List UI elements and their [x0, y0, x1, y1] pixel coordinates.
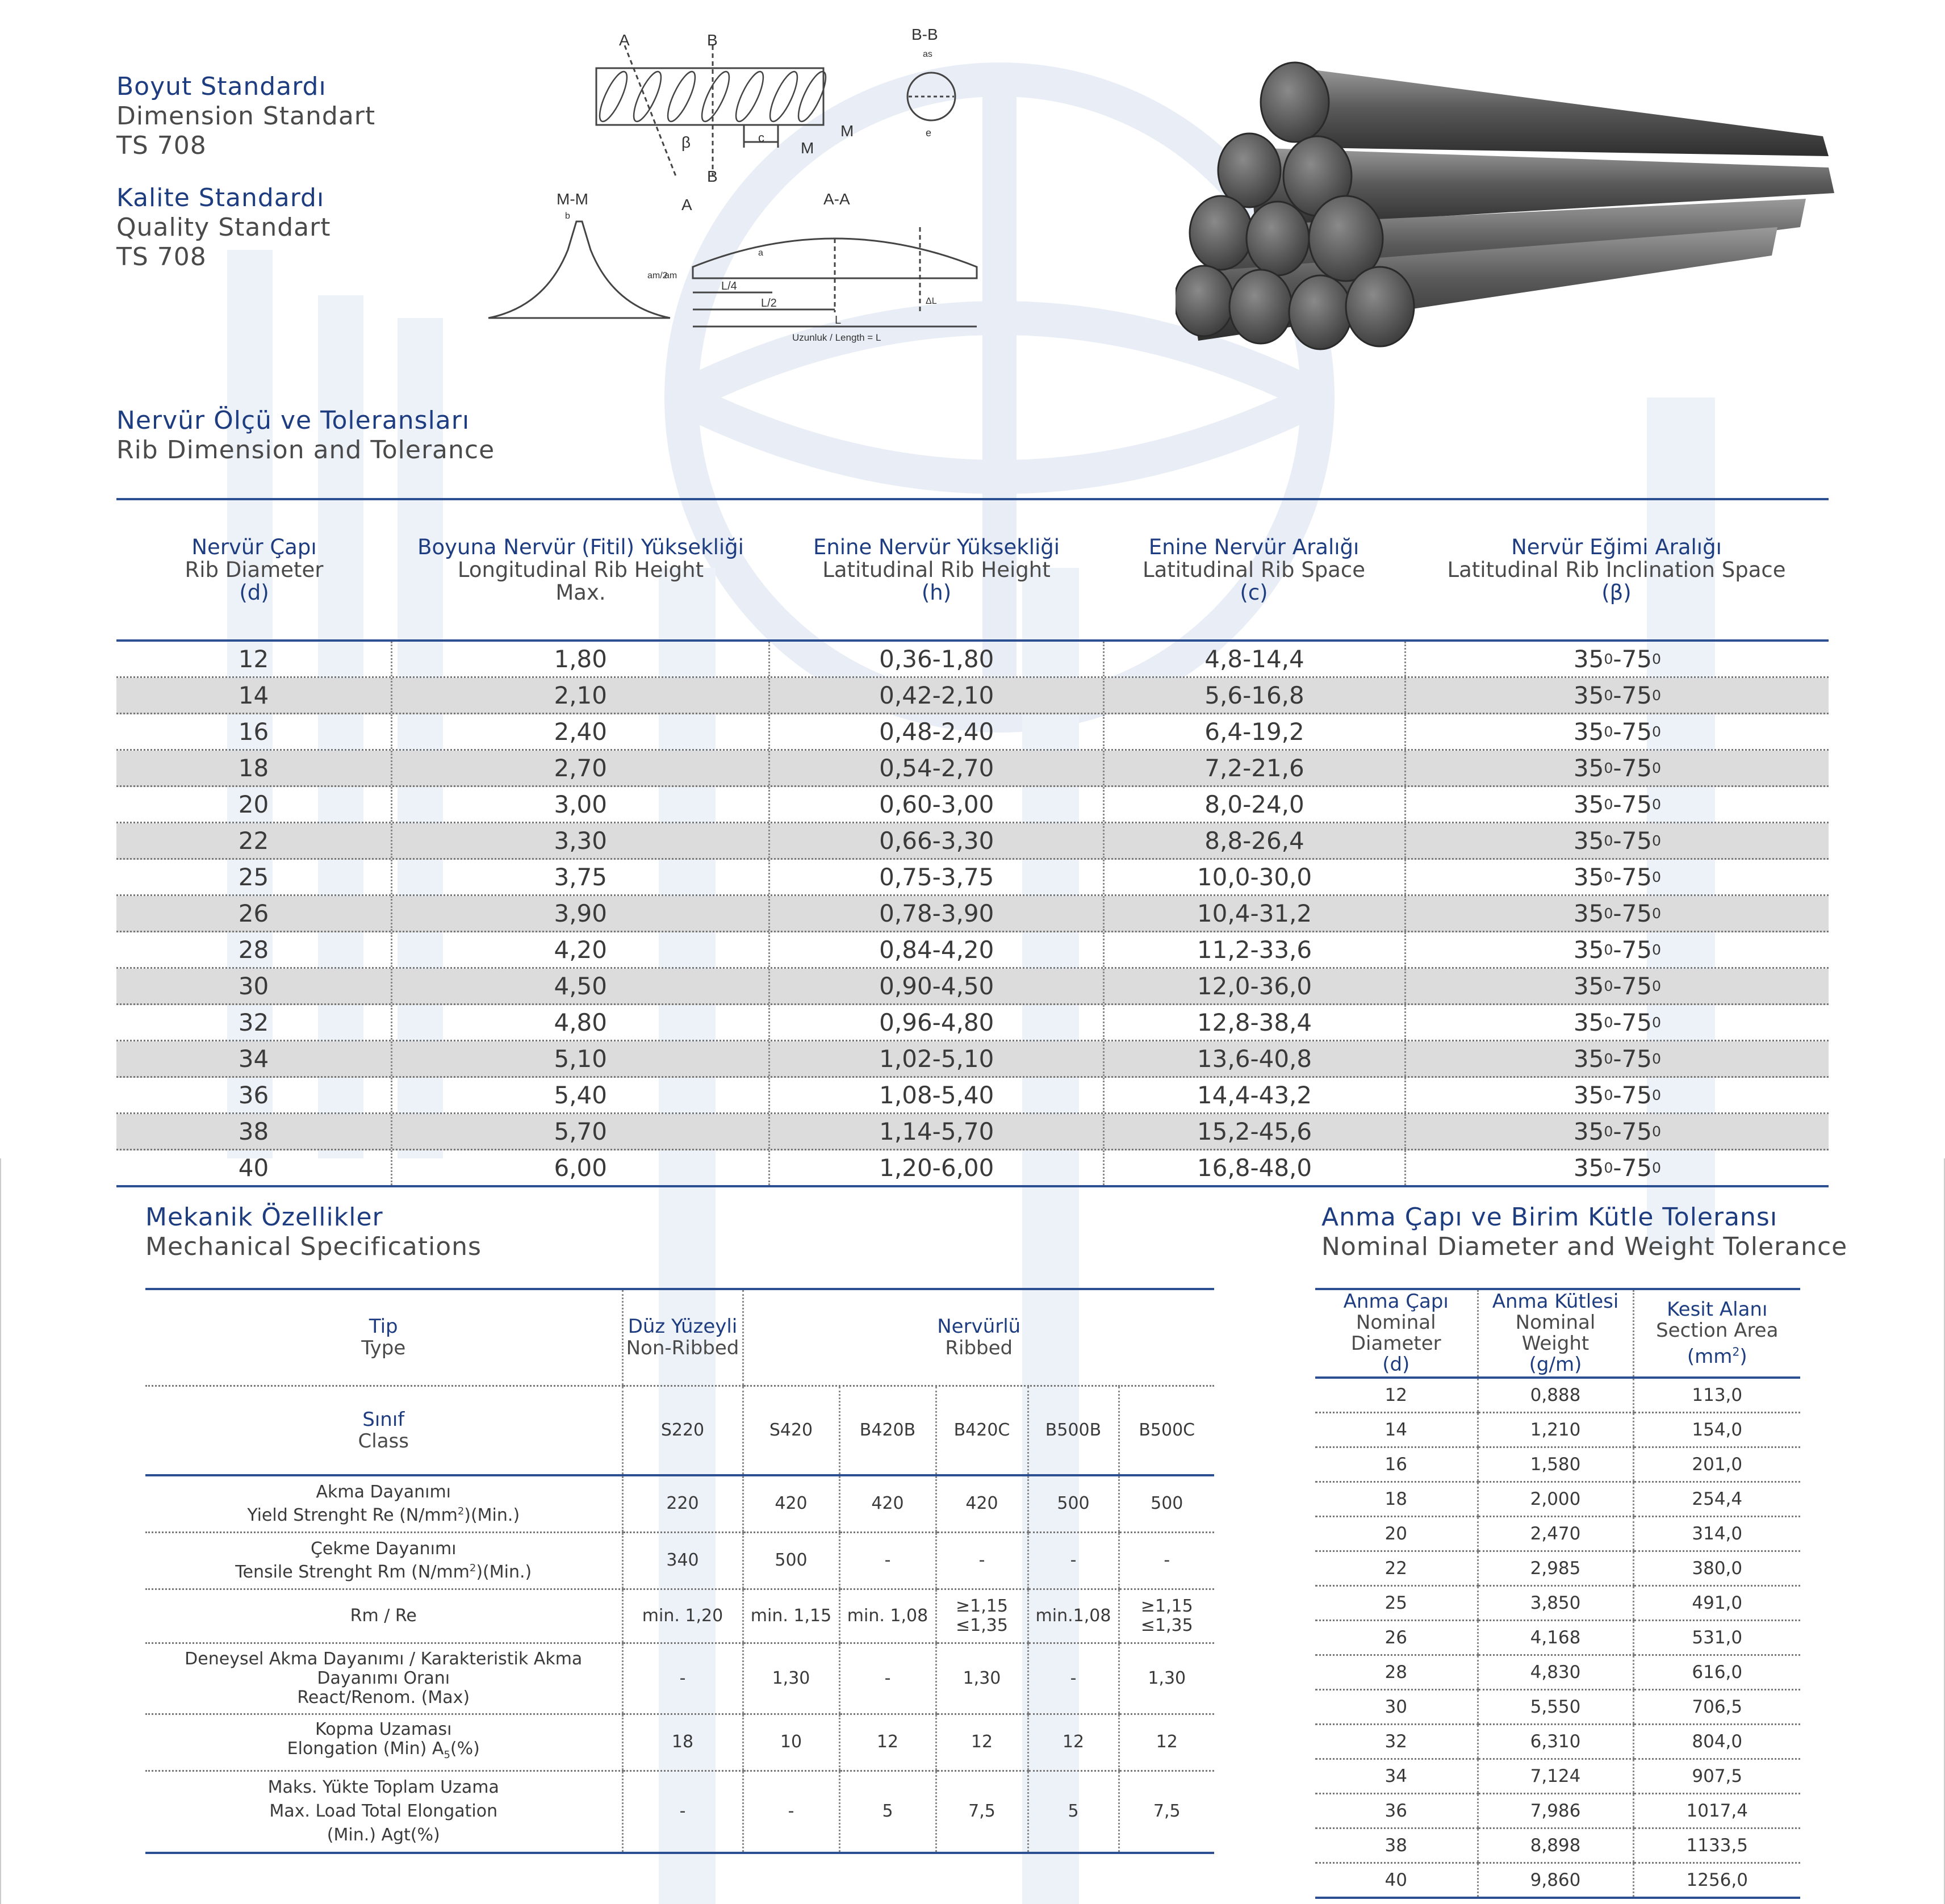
table-cell: 3,75	[391, 860, 768, 894]
table-cell: 9,860	[1478, 1863, 1633, 1898]
table-cell: 36	[238, 1081, 269, 1109]
mech-cell: 420	[839, 1475, 936, 1532]
table-cell: 35 0 - 75 0	[1404, 678, 1829, 713]
mech-cell: 12	[839, 1714, 936, 1771]
table-row	[1315, 1690, 1800, 1725]
table-row	[116, 823, 1829, 860]
table-cell: 40	[1384, 1870, 1407, 1890]
rib-technical-drawing	[477, 11, 999, 352]
table-cell: 531,0	[1633, 1621, 1800, 1655]
mech-ratio-label: Deneysel Akma Dayanımı / Karakteristik Akma Dayanımı Oranı React/Renom. (Max)	[145, 1643, 622, 1714]
table-row	[1315, 1482, 1800, 1517]
table-cell: 35 0 - 75 0	[1404, 787, 1829, 822]
mech-section-title	[145, 1203, 482, 1262]
mech-nonribbed-label: Düz Yüzeyli Non-Ribbed	[622, 1289, 743, 1386]
table-cell: 35 0 - 75 0	[1404, 1150, 1829, 1185]
nom-col-area: Kesit Alanı Section Area $(mm^2)$	[1633, 1289, 1800, 1378]
table-row	[116, 787, 1829, 823]
mech-class-b500c: B500C	[1119, 1386, 1214, 1475]
table-cell: 5,10	[391, 1041, 768, 1076]
mech-cell: -	[1119, 1532, 1214, 1589]
table-cell: 4,20	[391, 932, 768, 967]
mech-cell: 1,30	[936, 1643, 1028, 1714]
table-row	[116, 751, 1829, 787]
mech-cell: 5	[839, 1771, 936, 1853]
table-cell: 5,6-16,8	[1103, 678, 1404, 713]
table-cell: 35 0 - 75 0	[1404, 714, 1829, 749]
table-cell: 4,168	[1478, 1621, 1633, 1655]
label-aa: A-A	[823, 190, 850, 208]
mech-tensile-label: Çekme Dayanımı Tensile Strenght Rm $(N/mm^2)(Min.)$	[145, 1532, 622, 1589]
rib-col-diameter: Nervür Çapı Rib Diameter (d)	[185, 534, 324, 605]
label-b-top: B	[707, 31, 718, 49]
table-cell: 154,0	[1633, 1413, 1800, 1447]
table-cell: 35 0 - 75 0	[1404, 1114, 1829, 1149]
table-row	[1315, 1621, 1800, 1655]
table-row	[1315, 1551, 1800, 1586]
table-cell: 8,8-26,4	[1103, 823, 1404, 858]
mech-maxload-label: Maks. Yükte Toplam Uzama Max. Load Total Elongation (Min.) Agt(%)	[267, 1777, 499, 1846]
label-bb: B-B	[911, 26, 938, 43]
dimension-standard-code: TS 708	[116, 131, 207, 160]
table-cell: 35 0 - 75 0	[1404, 896, 1829, 931]
table-cell: 10,0-30,0	[1103, 860, 1404, 894]
label-am: am	[664, 271, 677, 281]
table-cell: 15,2-45,6	[1103, 1114, 1404, 1149]
table-cell: 0,78-3,90	[768, 896, 1103, 931]
table-cell: 1017,4	[1633, 1794, 1800, 1828]
mech-ribbed-label: Nervürlü Ribbed	[743, 1289, 1214, 1386]
table-cell: 1,08-5,40	[768, 1078, 1103, 1112]
table-cell: 0,96-4,80	[768, 1005, 1103, 1040]
table-cell: 4,830	[1478, 1655, 1633, 1690]
table-cell: 25	[1315, 1586, 1478, 1621]
table-cell: 0,888	[1478, 1378, 1633, 1413]
table-row	[116, 932, 1829, 969]
table-cell: 35 0 - 75 0	[1404, 969, 1829, 1003]
table-cell: 1,80	[391, 642, 768, 676]
table-row	[1315, 1655, 1800, 1690]
nominal-weight-table	[1315, 1288, 1800, 1899]
mech-cell: 420	[743, 1475, 839, 1532]
label-as: as	[923, 49, 932, 59]
rib-title-en: Rib Dimension and Tolerance	[116, 436, 495, 465]
mech-elongation-label: Kopma Uzaması Elongation (Min) $A_5(\%)$	[145, 1714, 622, 1771]
mech-cell: 12	[936, 1714, 1028, 1771]
table-cell: 14,4-43,2	[1103, 1078, 1404, 1112]
mech-cell: 10	[743, 1714, 839, 1771]
table-cell: 12	[1315, 1378, 1478, 1413]
mech-cell: 1,30	[1119, 1643, 1214, 1714]
nom-header-row	[1315, 1289, 1800, 1378]
table-cell: 804,0	[1633, 1725, 1800, 1759]
mech-cell: 340	[622, 1532, 743, 1589]
table-cell: 35 0 - 75 0	[1404, 1005, 1829, 1040]
quality-standard-title: Kalite Standardı	[116, 183, 325, 212]
mech-class-b420b: B420B	[839, 1386, 936, 1475]
mech-cell: -	[622, 1771, 743, 1853]
table-cell: 0,75-3,75	[768, 860, 1103, 894]
mech-cell: 1,30	[743, 1643, 839, 1714]
table-cell: 16,8-48,0	[1103, 1150, 1404, 1185]
table-cell: 0,84-4,20	[768, 932, 1103, 967]
mech-tensile-row	[145, 1532, 1214, 1589]
mech-cell: ≥1,15 ≤1,35	[936, 1589, 1028, 1643]
mech-cell: -	[839, 1532, 936, 1589]
table-cell: 0,54-2,70	[768, 751, 1103, 785]
table-cell: 5,550	[1478, 1690, 1633, 1725]
mech-cell: -	[1028, 1532, 1119, 1589]
table-cell: 8,898	[1478, 1828, 1633, 1863]
table-cell: 34	[238, 1045, 269, 1073]
table-cell: 314,0	[1633, 1517, 1800, 1551]
table-cell: 5,70	[391, 1114, 768, 1149]
mech-cell: -	[1028, 1643, 1119, 1714]
table-row	[116, 1114, 1829, 1150]
mech-cell: 420	[936, 1475, 1028, 1532]
table-cell: 2,70	[391, 751, 768, 785]
label-m-bottom: M	[801, 139, 814, 157]
table-row	[116, 1041, 1829, 1078]
nom-col-diameter: Anma Çapı Nominal Diameter (d)	[1315, 1289, 1478, 1378]
table-cell: 20	[238, 790, 269, 818]
label-delta-l: ΔL	[926, 296, 937, 306]
table-cell: 38	[1315, 1828, 1478, 1863]
table-cell: 12,8-38,4	[1103, 1005, 1404, 1040]
table-cell: 0,60-3,00	[768, 787, 1103, 822]
table-row	[116, 896, 1829, 932]
table-cell: 2,470	[1478, 1517, 1633, 1551]
table-cell: 16	[238, 718, 269, 746]
table-cell: 4,50	[391, 969, 768, 1003]
table-cell: 18	[238, 754, 269, 782]
mech-type-row	[145, 1289, 1214, 1386]
table-cell: 7,2-21,6	[1103, 751, 1404, 785]
table-cell: 18	[1315, 1482, 1478, 1517]
table-cell: 32	[1315, 1725, 1478, 1759]
table-row	[1315, 1863, 1800, 1898]
mech-cell: min. 1,20	[622, 1589, 743, 1643]
mech-cell: 18	[622, 1714, 743, 1771]
mech-cell: 12	[1028, 1714, 1119, 1771]
rib-col-latitudinal-space: Enine Nervür Aralığı Latitudinal Rib Space (c)	[1143, 534, 1365, 605]
table-cell: 3,90	[391, 896, 768, 931]
table-cell: 26	[238, 899, 269, 927]
mech-cell: 220	[622, 1475, 743, 1532]
table-cell: 36	[1315, 1794, 1478, 1828]
rib-section-title	[116, 406, 495, 465]
mech-type-label: Tip Type	[145, 1289, 622, 1386]
table-cell: 201,0	[1633, 1447, 1800, 1482]
table-cell: 1,580	[1478, 1447, 1633, 1482]
table-cell: 254,4	[1633, 1482, 1800, 1517]
table-row	[1315, 1828, 1800, 1863]
table-cell: 1,20-6,00	[768, 1150, 1103, 1185]
mech-class-row	[145, 1386, 1214, 1475]
table-row	[116, 1078, 1829, 1114]
mech-title-tr: Mekanik Özellikler	[145, 1203, 383, 1232]
table-row	[1315, 1447, 1800, 1482]
rib-dimension-table	[116, 498, 1829, 1187]
mech-cell: 500	[1119, 1475, 1214, 1532]
table-cell: 35 0 - 75 0	[1404, 1041, 1829, 1076]
table-row	[116, 678, 1829, 714]
table-row	[1315, 1517, 1800, 1551]
mech-yield-label: Akma Dayanımı Yield Strenght Re $(N/mm^2)(Min.)$	[145, 1475, 622, 1532]
table-row	[1315, 1378, 1800, 1413]
table-row	[116, 1005, 1829, 1041]
table-cell: 3,850	[1478, 1586, 1633, 1621]
mech-class-s220: S220	[622, 1386, 743, 1475]
table-cell: 1,02-5,10	[768, 1041, 1103, 1076]
table-cell: 35 0 - 75 0	[1404, 751, 1829, 785]
mech-title-en: Mechanical Specifications	[145, 1232, 482, 1261]
mech-cell: -	[622, 1643, 743, 1714]
table-cell: 0,48-2,40	[768, 714, 1103, 749]
table-row	[116, 860, 1829, 896]
table-cell: 1133,5	[1633, 1828, 1800, 1863]
table-cell: 20	[1315, 1517, 1478, 1551]
table-cell: 616,0	[1633, 1655, 1800, 1690]
table-cell: 11,2-33,6	[1103, 932, 1404, 967]
mech-rmre-label: Rm / Re	[145, 1589, 622, 1643]
label-b-small: b	[565, 211, 570, 221]
table-cell: 12,0-36,0	[1103, 969, 1404, 1003]
label-am2: am/2	[647, 271, 668, 281]
table-cell: 706,5	[1633, 1690, 1800, 1725]
mech-elongation-row	[145, 1714, 1214, 1771]
label-length: Uzunluk / Length = L	[792, 332, 881, 343]
mech-rmre-row	[145, 1589, 1214, 1643]
mech-maxload-row	[145, 1771, 1214, 1853]
rib-col-inclination: Nervür Eğimi Aralığı Latitudinal Rib Inclination Space (β)	[1447, 534, 1786, 605]
table-row	[1315, 1759, 1800, 1794]
mech-cell: -	[936, 1532, 1028, 1589]
mech-class-s420: S420	[743, 1386, 839, 1475]
table-cell: 2,000	[1478, 1482, 1633, 1517]
mech-cell: 5	[1028, 1771, 1119, 1853]
table-row	[1315, 1794, 1800, 1828]
table-cell: 35 0 - 75 0	[1404, 932, 1829, 967]
table-cell: 28	[238, 936, 269, 964]
label-l: L	[835, 314, 842, 327]
table-cell: 35 0 - 75 0	[1404, 860, 1829, 894]
mech-cell: 7,5	[936, 1771, 1028, 1853]
table-cell: 0,66-3,30	[768, 823, 1103, 858]
rib-table-header	[116, 500, 1829, 642]
rib-col-longitudinal: Boyuna Nervür (Fitil) Yüksekliği Longitudinal Rib Height Max.	[417, 534, 744, 605]
label-m-right: M	[840, 122, 854, 140]
mech-cell: min. 1,15	[743, 1589, 839, 1643]
table-cell: 4,80	[391, 1005, 768, 1040]
table-cell: 8,0-24,0	[1103, 787, 1404, 822]
table-cell: 907,5	[1633, 1759, 1800, 1794]
standards-block	[116, 72, 375, 272]
table-cell: 1,210	[1478, 1413, 1633, 1447]
mech-cell: 500	[743, 1532, 839, 1589]
table-cell: 5,40	[391, 1078, 768, 1112]
table-cell: 0,90-4,50	[768, 969, 1103, 1003]
table-cell: 3,30	[391, 823, 768, 858]
label-mm: M-M	[557, 190, 588, 208]
table-cell: 10,4-31,2	[1103, 896, 1404, 931]
table-cell: 13,6-40,8	[1103, 1041, 1404, 1076]
table-cell: 28	[1315, 1655, 1478, 1690]
table-cell: 1,14-5,70	[768, 1114, 1103, 1149]
table-cell: 0,36-1,80	[768, 642, 1103, 676]
mech-cell: 500	[1028, 1475, 1119, 1532]
table-cell: 4,8-14,4	[1103, 642, 1404, 676]
table-cell: 25	[238, 863, 269, 891]
mech-cell: ≥1,15 ≤1,35	[1119, 1589, 1214, 1643]
table-cell: 22	[1315, 1551, 1478, 1586]
table-row	[1315, 1413, 1800, 1447]
label-l4: L/4	[721, 280, 737, 292]
label-a-top: A	[619, 31, 630, 49]
rebar-bundle-image	[1176, 57, 1834, 358]
label-a-bottom: A	[681, 196, 692, 214]
table-cell: 40	[238, 1154, 269, 1182]
table-cell: 7,986	[1478, 1794, 1633, 1828]
table-cell: 3,00	[391, 787, 768, 822]
nom-table-body	[1315, 1378, 1800, 1898]
table-cell: 6,310	[1478, 1725, 1633, 1759]
table-cell: 22	[238, 827, 269, 855]
table-cell: 35 0 - 75 0	[1404, 642, 1829, 676]
table-cell: 2,40	[391, 714, 768, 749]
table-cell: 2,985	[1478, 1551, 1633, 1586]
mech-cell: min.1,08	[1028, 1589, 1119, 1643]
nom-section-title	[1321, 1203, 1847, 1262]
table-row	[116, 642, 1829, 678]
label-b-bottom: B	[707, 168, 718, 185]
table-cell: 26	[1315, 1621, 1478, 1655]
label-l2: L/2	[761, 297, 777, 309]
table-cell: 12	[238, 645, 269, 673]
mech-class-b500b: B500B	[1028, 1386, 1119, 1475]
table-cell: 491,0	[1633, 1586, 1800, 1621]
nom-col-weight: Anma Kütlesi Nominal Weight (g/m)	[1478, 1289, 1633, 1378]
label-a-small: a	[758, 248, 763, 258]
table-cell: 14	[238, 681, 269, 709]
quality-standard-subtitle: Quality Standart	[116, 213, 331, 242]
mech-cell: 7,5	[1119, 1771, 1214, 1853]
table-cell: 32	[238, 1009, 269, 1036]
table-cell: 380,0	[1633, 1551, 1800, 1586]
table-cell: 35 0 - 75 0	[1404, 823, 1829, 858]
table-row	[116, 969, 1829, 1005]
mech-cell: 12	[1119, 1714, 1214, 1771]
label-c: c	[758, 131, 764, 145]
label-beta: β	[681, 133, 691, 151]
table-cell: 1256,0	[1633, 1863, 1800, 1898]
mech-cell: -	[743, 1771, 839, 1853]
mech-ratio-row	[145, 1643, 1214, 1714]
table-cell: 14	[1315, 1413, 1478, 1447]
table-row	[1315, 1725, 1800, 1759]
mechanical-spec-table	[145, 1288, 1214, 1854]
table-row	[116, 1150, 1829, 1187]
table-cell: 30	[238, 972, 269, 1000]
table-cell: 6,4-19,2	[1103, 714, 1404, 749]
table-cell: 7,124	[1478, 1759, 1633, 1794]
rib-table-body	[116, 642, 1829, 1187]
table-cell: 2,10	[391, 678, 768, 713]
table-row	[1315, 1586, 1800, 1621]
table-cell: 38	[238, 1118, 269, 1145]
table-cell: 0,42-2,10	[768, 678, 1103, 713]
dimension-standard-subtitle: Dimension Standart	[116, 102, 376, 131]
dimension-standard-title: Boyut Standardı	[116, 72, 327, 101]
nom-title-en: Nominal Diameter and Weight Tolerance	[1321, 1232, 1848, 1261]
table-cell: 6,00	[391, 1150, 768, 1185]
label-e: e	[926, 127, 932, 139]
mech-yield-row	[145, 1475, 1214, 1532]
table-cell: 34	[1315, 1759, 1478, 1794]
table-cell: 113,0	[1633, 1378, 1800, 1413]
mech-class-label: Sınıf Class	[145, 1386, 622, 1475]
table-row	[116, 714, 1829, 751]
nom-title-tr: Anma Çapı ve Birim Kütle Toleransı	[1321, 1203, 1778, 1232]
mech-cell: min. 1,08	[839, 1589, 936, 1643]
table-cell: 16	[1315, 1447, 1478, 1482]
table-cell: 35 0 - 75 0	[1404, 1078, 1829, 1112]
mech-cell: -	[839, 1643, 936, 1714]
table-cell: 30	[1315, 1690, 1478, 1725]
rib-col-latitudinal-height: Enine Nervür Yüksekliği Latitudinal Rib Height (h)	[813, 534, 1060, 605]
mech-class-b420c: B420C	[936, 1386, 1028, 1475]
rib-title-tr: Nervür Ölçü ve Toleransları	[116, 406, 470, 435]
quality-standard-code: TS 708	[116, 242, 207, 271]
